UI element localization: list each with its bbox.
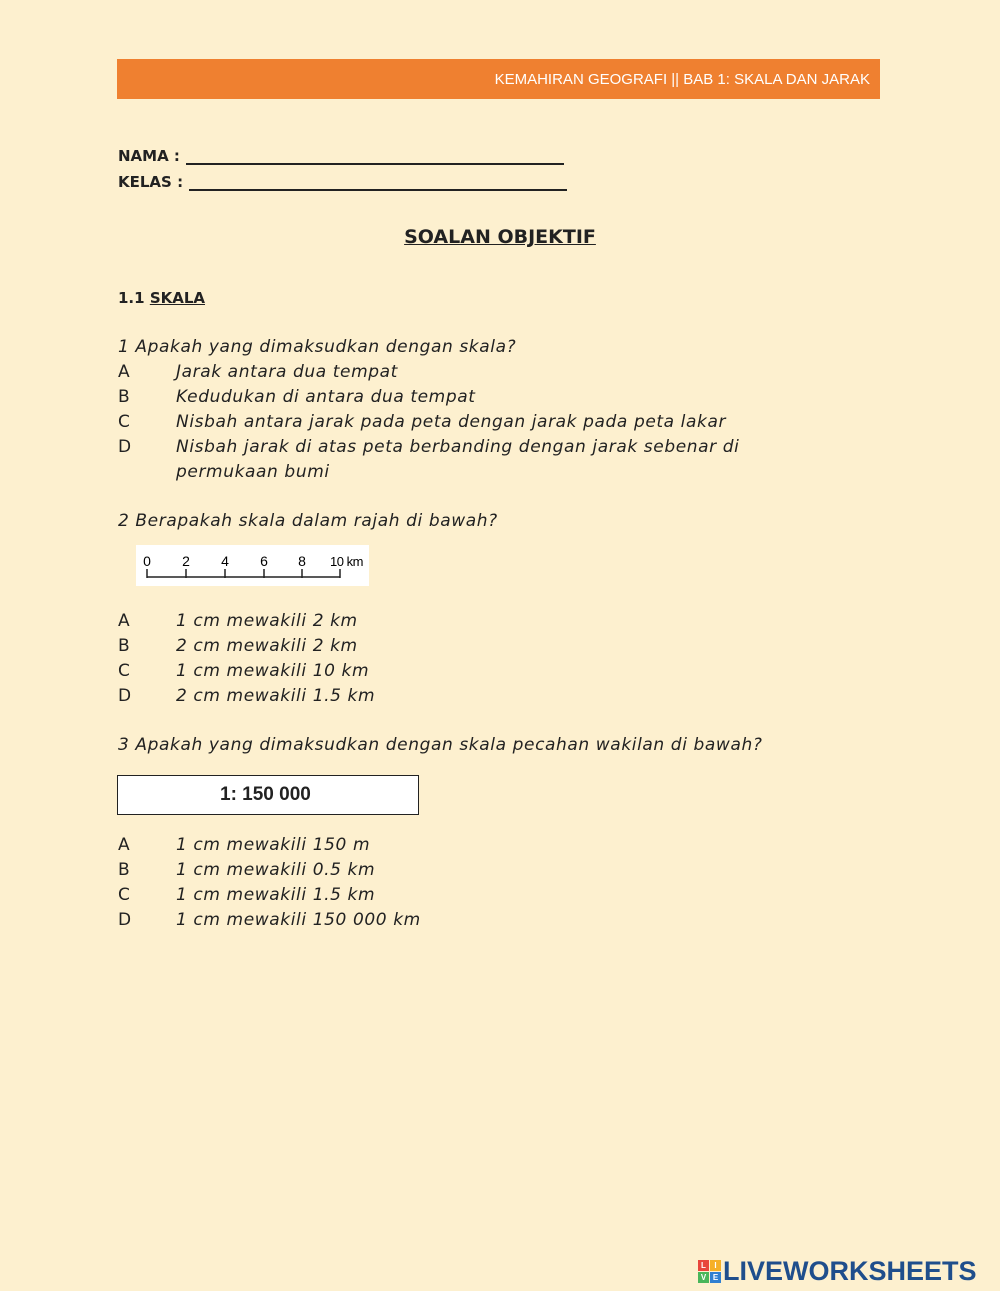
option-text: 2 cm mewakili 1.5 km [176,686,376,706]
option-letter: C [118,661,131,681]
q1-option-c[interactable] [118,410,816,435]
header-bar [117,59,880,99]
logo-mark-icon: L I V E [698,1260,721,1283]
rf-box [117,775,419,815]
nama-field [118,147,564,165]
section-name: SKALA [149,289,206,307]
nama-line[interactable] [186,149,564,165]
rf-value: 1: 150 000 [220,784,311,805]
header-text: KEMAHIRAN GEOGRAFI || BAB 1: SKALA DAN JARAK [494,70,870,88]
question-1: 1 Apakah yang dimaksudkan dengan skala? [118,337,517,357]
q3-option-c[interactable] [118,883,816,908]
option-text: 1 cm mewakili 2 km [176,611,358,631]
q2-option-b[interactable] [118,634,816,659]
option-letter: A [118,362,131,382]
option-letter: D [118,437,132,457]
option-letter: A [118,611,131,631]
scale-label-2: 2 [182,553,190,569]
scale-label-4: 4 [221,553,229,569]
scale-label-0: 0 [143,553,151,569]
section-heading [118,289,205,307]
section-number: 1.1 [118,289,145,307]
option-letter: B [118,387,131,407]
question-3: 3 Apakah yang dimaksudkan dengan skala pecahan wakilan di bawah? [118,735,763,755]
option-text: Kedudukan di antara dua tempat [176,387,476,407]
q3-option-a[interactable] [118,833,816,858]
scale-label-10km: 10 km [330,554,363,569]
liveworksheets-logo[interactable] [698,1256,977,1287]
q3-option-d[interactable] [118,908,816,933]
page-title: SOALAN OBJEKTIF [404,226,596,248]
logo-text: LIVEWORKSHEETS [723,1256,977,1286]
option-letter: D [118,910,132,930]
q2-option-d[interactable] [118,684,816,709]
kelas-label: KELAS : [118,173,184,191]
option-text: 1 cm mewakili 150 000 km [176,910,421,930]
option-text: Jarak antara dua tempat [176,362,398,382]
option-letter: A [118,835,131,855]
q1-option-d[interactable] [118,435,816,485]
option-letter: C [118,885,131,905]
q2-option-a[interactable] [118,609,816,634]
option-letter: D [118,686,132,706]
option-text: 1 cm mewakili 10 km [176,661,370,681]
question-2: 2 Berapakah skala dalam rajah di bawah? [118,511,498,531]
option-letter: B [118,636,131,656]
kelas-line[interactable] [189,175,567,191]
option-letter: B [118,860,131,880]
q2-option-c[interactable] [118,659,816,684]
linear-scale-image [136,545,369,586]
q1-option-a[interactable] [118,360,816,385]
kelas-field [118,173,567,191]
q3-option-b[interactable] [118,858,816,883]
option-text: 1 cm mewakili 150 m [176,835,371,855]
scale-label-6: 6 [260,553,268,569]
option-text: Nisbah jarak di atas peta berbanding dengan jarak sebenar di permukaan bumi [176,437,740,482]
option-text: 2 cm mewakili 2 km [176,636,358,656]
option-text: 1 cm mewakili 0.5 km [176,860,376,880]
option-letter: C [118,412,131,432]
option-text: 1 cm mewakili 1.5 km [176,885,376,905]
nama-label: NAMA : [118,147,180,165]
option-text: Nisbah antara jarak pada peta dengan jarak pada peta lakar [176,412,727,432]
q1-option-b[interactable] [118,385,816,410]
scale-label-8: 8 [298,553,306,569]
